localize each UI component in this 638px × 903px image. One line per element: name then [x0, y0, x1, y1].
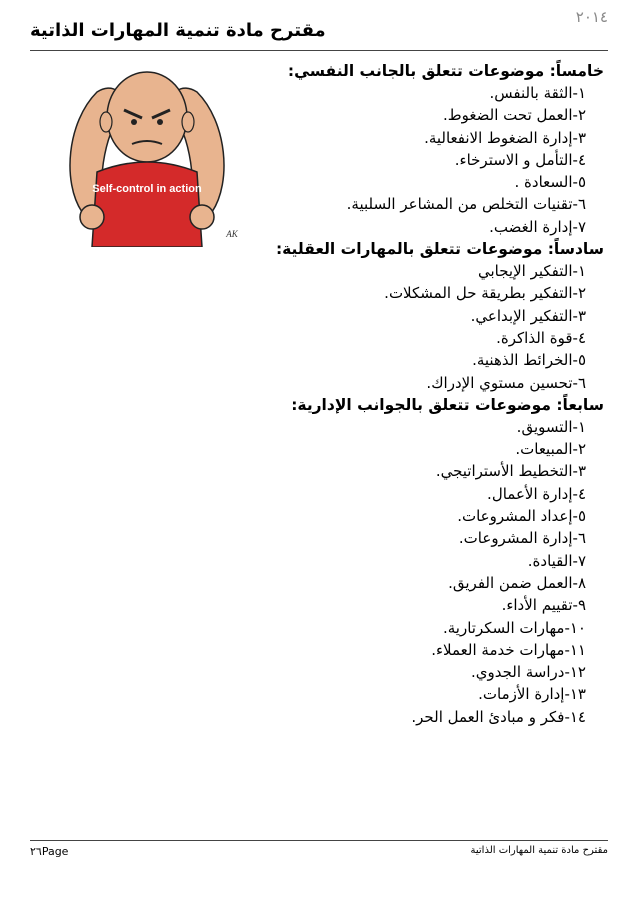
- left-ear: [100, 112, 112, 132]
- head: [107, 72, 187, 162]
- list-item: ٣-إدارة الضغوط الانفعالية.: [424, 128, 586, 147]
- list-item: ٥-الخرائط الذهنية.: [472, 351, 586, 370]
- left-fist: [80, 205, 104, 229]
- list-item: ١-التفكير الإيجابي: [477, 262, 586, 281]
- left-eye: [131, 119, 137, 125]
- section-psychological: [284, 60, 604, 238]
- list-item: ٧-القيادة.: [527, 551, 586, 570]
- list-item: ٧-إدارة الغضب.: [489, 217, 586, 236]
- section-administrative: [284, 394, 604, 728]
- list-item: ٣-التفكير الإبداعي.: [470, 306, 586, 325]
- list-item: ٤-إدارة الأعمال.: [487, 484, 586, 503]
- list-item: ٢-المبيعات.: [515, 440, 586, 459]
- list-item: ١٢-دراسة الجدوي.: [470, 663, 586, 682]
- list-item: ١٣-إدارة الأزمات.: [478, 685, 586, 704]
- header-year: ٢٠١٤: [575, 8, 608, 26]
- self-control-cartoon-illustration: [42, 62, 252, 247]
- list-item: ١-الثقة بالنفس.: [489, 84, 586, 102]
- section-heading: خامساً: موضوعات تتعلق بالجانب النفسي:: [287, 62, 604, 80]
- topics-list: [275, 60, 604, 728]
- list-item: ١٤-فكر و مبادئ العمل الحر.: [411, 707, 586, 726]
- list-item: ١-التسويق.: [516, 417, 586, 436]
- list-item: ١١-مهارات خدمة العملاء.: [431, 640, 586, 659]
- right-eye: [157, 119, 163, 125]
- artist-signature: AK: [226, 229, 238, 239]
- list-item: ٨-العمل ضمن الفريق.: [448, 573, 586, 592]
- section-mental-skills: [275, 238, 604, 394]
- page-number: ٢٦Page: [30, 845, 69, 858]
- header-title: مقترح مادة تنمية المهارات الذاتية: [30, 20, 326, 41]
- list-item: ١٠-مهارات السكرتارية.: [442, 618, 586, 637]
- list-item: ٥-السعادة .: [514, 173, 586, 192]
- section-heading: سابعاً: موضوعات تتعلق بالجوانب الإدارية:: [291, 395, 604, 414]
- red-shirt: [92, 162, 202, 247]
- list-item: ٦-تحسين مستوي الإدراك.: [426, 373, 586, 392]
- header-divider: [30, 50, 608, 51]
- list-item: ٥-إعداد المشروعات.: [457, 507, 586, 526]
- list-item: ٦-تقنيات التخلص من المشاعر السلبية.: [346, 195, 586, 214]
- list-item: ٦-إدارة المشروعات.: [458, 529, 586, 548]
- shirt-sign-text: Self-control in action: [92, 183, 202, 195]
- right-ear: [182, 112, 194, 132]
- list-item: ٢-التفكير بطريقة حل المشكلات.: [384, 284, 586, 303]
- section-heading: سادساً: موضوعات تتعلق بالمهارات العقلية:: [275, 240, 604, 259]
- list-item: ٤-التأمل و الاسترخاء.: [454, 150, 586, 169]
- list-item: ٣-التخطيط الأستراتيجي.: [435, 462, 586, 481]
- footer-title: مقترح مادة تنمية المهارات الذاتية: [470, 845, 608, 856]
- list-item: ٩-تقييم الأداء.: [501, 596, 586, 615]
- right-fist: [190, 205, 214, 229]
- list-item: ٢-العمل تحت الضغوط.: [443, 106, 586, 125]
- footer-divider: [30, 840, 608, 841]
- list-item: ٤-قوة الذاكرة.: [496, 328, 586, 347]
